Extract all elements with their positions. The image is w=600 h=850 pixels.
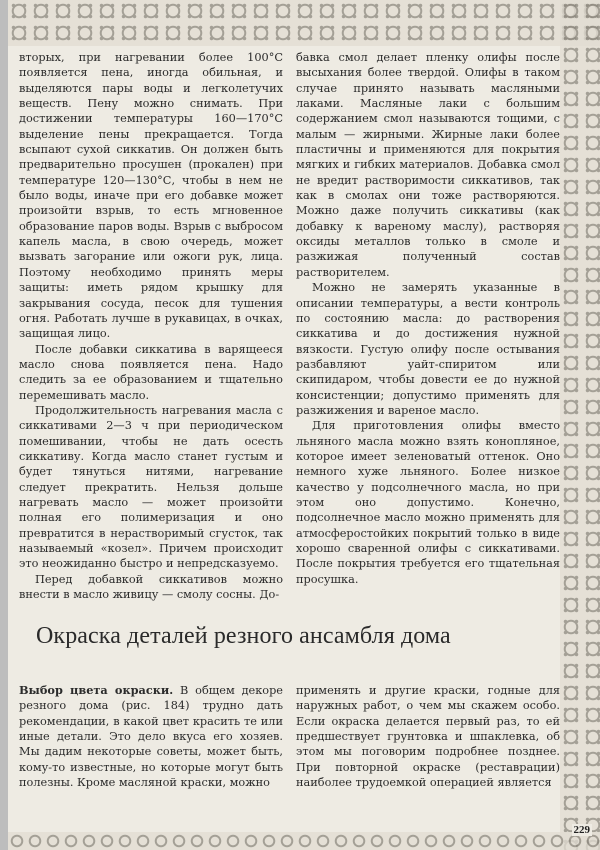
- paragraph: После добавки сиккатива в варящееся масло снова появляется пена. Надо следить за ее образованием и тщательно перемешивать масло.: [19, 342, 283, 402]
- text-column-bottom-right: [296, 683, 560, 790]
- paragraph: [19, 683, 283, 790]
- section-heading: Окраска деталей резного ансамбля дома: [36, 623, 451, 649]
- paragraph: Продолжительность нагревания масла с сиккативами 2—3 ч при периодическом помешивании, чтобы не дать осесть сиккативу. Когда масло станет густым и будет тянуться нитями, нагревание следует прекратить. Нельзя дольше нагревать масло — может произойти полная его полимеризация и оно превратится в нерастворимый сгусток, так называемый «козел». Причем происходит это неожиданно быстро и непредсказуемо.: [19, 403, 283, 571]
- text-column-top-left: [19, 50, 283, 602]
- paragraph: применять и другие краски, годные для наружных работ, о чем мы скажем особо. Если окраска делается первый раз, то ей предшествует грунтовка и шпаклевка, об этом мы поговорим подробнее позднее. При повторной окраске (реставрации) наиболее трудоемкой операцией является: [296, 684, 560, 790]
- paragraph: Можно не замерять указанные в описании температуры, а вести контроль по состоянию масла: до растворения сиккатива и до достижения нужной вязкости. Густую олифу после остывания разбавляют уайт-спиритом или скипидаром, чтобы довести ее до нужной консистенции; допустимо применять для разжижения и вареное масло.: [296, 281, 560, 417]
- paragraph: Перед добавкой сиккативов можно внести в масло живицу — смолу сосны. До-: [19, 572, 283, 602]
- paragraph-lead: Выбор цвета окраски.: [19, 683, 174, 697]
- lace-border-right: [560, 0, 600, 850]
- paragraph: Для приготовления олифы вместо льняного масла можно взять конопляное, которое имеет зеленоватый оттенок. Оно немного хуже льняного. Более низкое качество у подсолнечного масла, но при этом оно допустимо. Конечно, подсолнечное масло можно применять для атмосферостойких покрытий только в виде хорошо сваренной олифы с сиккативами. После покрытия требуется его тщательная просушка.: [296, 419, 560, 586]
- text-column-bottom-left: [19, 683, 283, 790]
- paragraph: бавка смол делает пленку олифы после высыхания более твердой. Олифы в таком случае принято называть масляными лаками. Масляные лаки с большим содержанием смол называются тощими, с малым — жирными. Жирные лаки более пластичны и применяются для покрытия мягких и гибких материалов. Добавка смол не вредит растворимости сиккативов, так как в смолах они тоже растворяются. Можно даже получить сиккативы (как добавку к вареному маслу), растворяя оксиды металлов только в смоле и разжижая полученный состав растворителем.: [296, 51, 560, 279]
- paragraph: вторых, при нагревании более 100°С появляется пена, иногда обильная, и выделяются пары воды и легколетучих веществ. Пену можно снимать. При достижении температуры 160—170°С выделение пены прекращается. Тогда всыпают сухой сиккатив. Он должен быть предварительно просушен (прокален) при температуре 120—130°С, чтобы в нем не было воды, иначе при его добавке может произойти взрыв, то есть мгновенное образование паров воды. Взрыв с выбросом капель масла, в свою очередь, может вызвать загорание или ожоги рук, лица. Поэтому необходимо принять меры защиты: иметь рядом крышку для закрывания сосуда, песок для тушения огня. Работать лучше в рукавицах, в очках, защищая лицо.: [19, 51, 283, 341]
- lace-border-bottom: [8, 832, 600, 850]
- page-number: 229: [573, 824, 590, 836]
- paragraph-body: В общем декоре резного дома (рис. 184) трудно дать рекомендации, в какой цвет красить те или иные детали. Это дело вкуса его хозяев. Мы дадим некоторые советы, может быть, кому-то известные, но которые могут быть полезны. Кроме масляной краски, можно: [19, 684, 283, 790]
- text-column-top-right: [296, 50, 560, 587]
- lace-border-top: [8, 0, 600, 46]
